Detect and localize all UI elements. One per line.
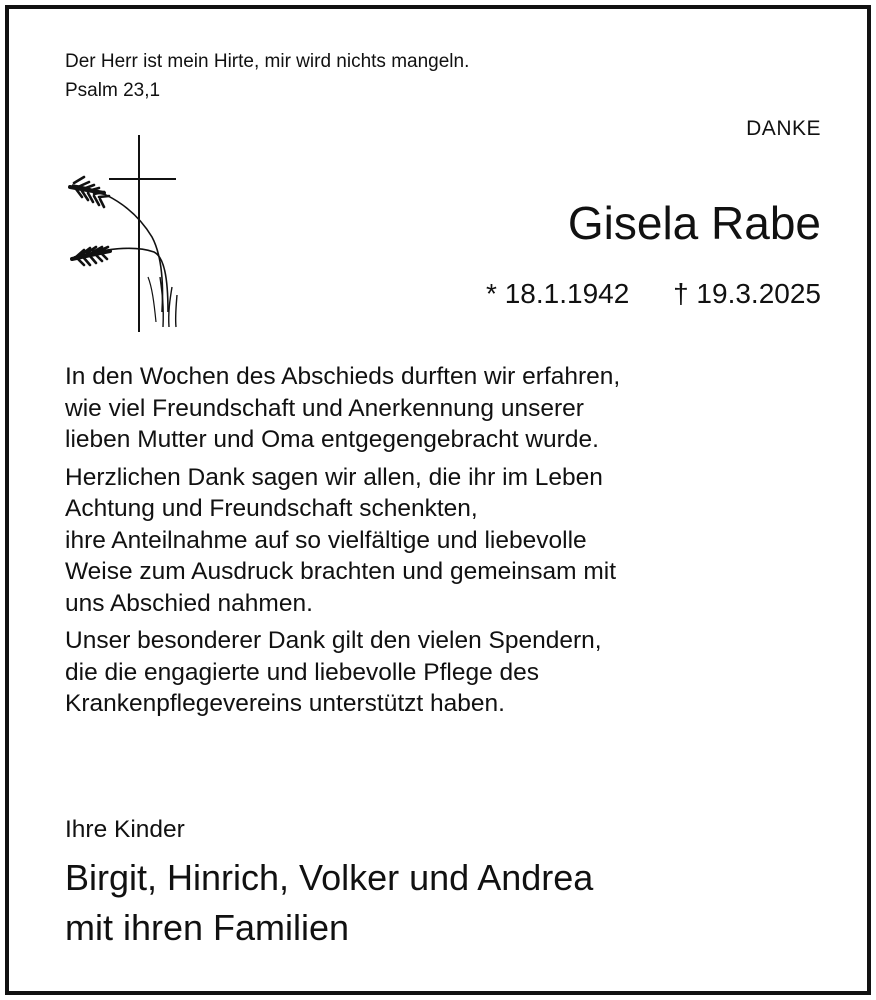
life-dates (486, 277, 821, 311)
signoff-label: Ihre Kinder (65, 816, 185, 843)
thanks-message (65, 361, 825, 726)
family-names (65, 853, 593, 953)
text-line: Achtung und Freundschaft schenkten, (65, 495, 478, 522)
text-line: Krankenpflegevereins unterstützt haben. (65, 690, 505, 717)
bible-verse (65, 47, 469, 105)
notice-frame (5, 5, 871, 995)
text-line: die die engagierte und liebevolle Pflege des (65, 658, 540, 686)
thanks-paragraph-3 (65, 625, 825, 720)
danke-heading: DANKE (746, 117, 821, 140)
text-line: uns Abschied nahmen. (65, 589, 313, 617)
notice-content (9, 9, 867, 991)
family-line-1: Birgit, Hinrich, Volker und Andrea (65, 857, 594, 898)
text-line: lieben Mutter und Oma entgegengebracht wurde. (65, 426, 599, 453)
deceased-name: Gisela Rabe (567, 197, 821, 249)
cross-with-wheat-icon (64, 127, 194, 332)
text-line: In den Wochen des Abschieds durften wir erfahren, (65, 363, 621, 390)
birth-date: * 18.1.1942 (486, 278, 630, 309)
text-line: Unser besonderer Dank gilt den vielen Spendern, (65, 627, 602, 654)
verse-reference: Psalm 23,1 (65, 80, 161, 101)
verse-text: Der Herr ist mein Hirte, mir wird nichts mangeln. (65, 51, 470, 72)
thanks-paragraph-2 (65, 462, 825, 620)
family-line-2: mit ihren Familien (65, 907, 350, 948)
text-line: Herzlichen Dank sagen wir allen, die ihr im Leben (65, 463, 603, 491)
thanks-paragraph-1 (65, 361, 825, 456)
death-date: † 19.3.2025 (673, 278, 821, 309)
text-line: Weise zum Ausdruck brachten und gemeinsam mit (65, 558, 617, 585)
text-line: wie viel Freundschaft und Anerkennung unserer (65, 394, 584, 422)
text-line: ihre Anteilnahme auf so vielfältige und liebevolle (65, 526, 587, 554)
